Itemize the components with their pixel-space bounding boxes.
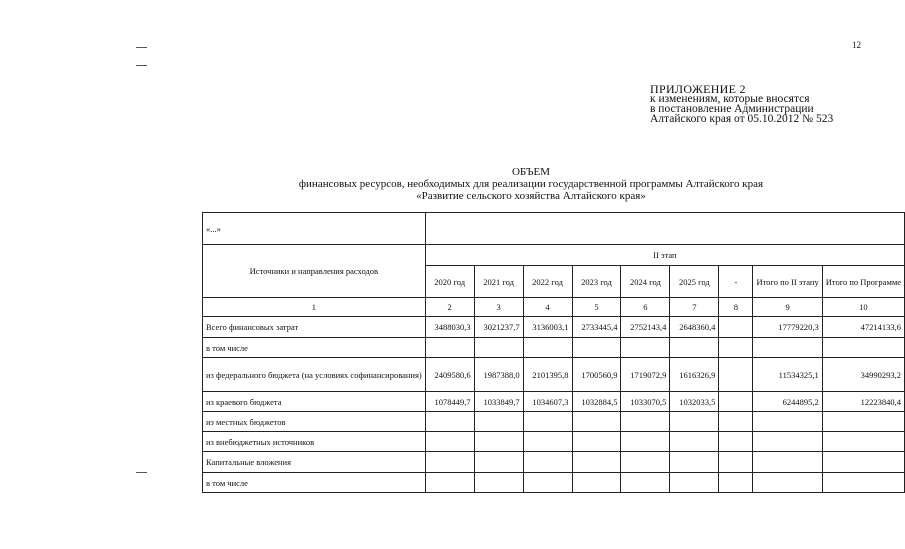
appendix-line: в постановление Администрации [650, 103, 814, 115]
value-cell [523, 338, 572, 358]
value-cell [621, 412, 670, 432]
value-cell [719, 317, 753, 338]
value-cell [621, 432, 670, 452]
value-cell: 1719072,9 [621, 358, 670, 392]
column-number: 7 [670, 298, 719, 317]
row-label: в том числе [203, 338, 426, 358]
value-cell [719, 392, 753, 412]
value-cell [753, 452, 822, 473]
column-header: 2024 год [621, 266, 670, 298]
column-header: 2021 год [474, 266, 523, 298]
value-cell [621, 338, 670, 358]
blank-header-cell [425, 213, 904, 245]
value-cell [719, 473, 753, 493]
value-cell: 1033070,5 [621, 392, 670, 412]
value-cell [719, 358, 753, 392]
appendix-line: Алтайского края от 05.10.2012 № 523 [650, 113, 834, 125]
row-label: Капитальные вложения [203, 452, 426, 473]
value-cell [670, 432, 719, 452]
value-cell [753, 338, 822, 358]
value-cell [621, 473, 670, 493]
value-cell [523, 452, 572, 473]
value-cell [572, 412, 621, 432]
value-cell: 3488030,3 [425, 317, 474, 338]
value-cell [670, 338, 719, 358]
column-number: 2 [425, 298, 474, 317]
column-number: 5 [572, 298, 621, 317]
value-cell: 1700560,9 [572, 358, 621, 392]
row-label: Всего финансовых затрат [203, 317, 426, 338]
value-cell [474, 473, 523, 493]
row-label: из федерального бюджета (на условиях софинансирования) [203, 358, 426, 392]
value-cell [719, 452, 753, 473]
value-cell [523, 473, 572, 493]
ellipsis-cell: «...» [203, 213, 426, 245]
table-row [203, 338, 905, 358]
value-cell: 3136003,1 [523, 317, 572, 338]
appendix-line: к изменениям, которые вносятся [650, 93, 810, 105]
value-cell: 12223840,4 [822, 392, 904, 412]
column-number: 10 [822, 298, 904, 317]
row-label: в том числе [203, 473, 426, 493]
value-cell [822, 473, 904, 493]
value-cell [425, 452, 474, 473]
column-number: 4 [523, 298, 572, 317]
value-cell [822, 432, 904, 452]
value-cell: 1032033,5 [670, 392, 719, 412]
value-cell [425, 432, 474, 452]
financing-table [202, 212, 905, 493]
value-cell: 2648360,4 [670, 317, 719, 338]
value-cell: 34990293,2 [822, 358, 904, 392]
margin-mark [136, 47, 147, 48]
table-row [203, 358, 905, 392]
page-number: 12 [852, 40, 861, 50]
column-header: 2023 год [572, 266, 621, 298]
table-row [203, 317, 905, 338]
source-header: Источники и направления расходов [203, 245, 426, 298]
value-cell: 1034607,3 [523, 392, 572, 412]
appendix-heading: ПРИЛОЖЕНИЕ 2 [650, 82, 746, 96]
value-cell: 6244895,2 [753, 392, 822, 412]
value-cell [670, 473, 719, 493]
column-header: Итого по II этапу [753, 266, 822, 298]
table-row [203, 452, 905, 473]
value-cell [753, 473, 822, 493]
value-cell [572, 432, 621, 452]
value-cell [753, 412, 822, 432]
value-cell [719, 432, 753, 452]
value-cell: 1987388,0 [474, 358, 523, 392]
column-number: 9 [753, 298, 822, 317]
value-cell [822, 412, 904, 432]
value-cell: 2733445,4 [572, 317, 621, 338]
value-cell: 1078449,7 [425, 392, 474, 412]
row-label: из местных бюджетов [203, 412, 426, 432]
value-cell [621, 452, 670, 473]
table-row [203, 473, 905, 493]
value-cell [670, 412, 719, 432]
stage-header: II этап [425, 245, 904, 266]
column-number: 8 [719, 298, 753, 317]
value-cell [474, 338, 523, 358]
column-number: 1 [203, 298, 426, 317]
value-cell: 2752143,4 [621, 317, 670, 338]
row-label: из краевого бюджета [203, 392, 426, 412]
column-header: Итого по Программе [822, 266, 904, 298]
value-cell: 2409580,6 [425, 358, 474, 392]
value-cell [822, 452, 904, 473]
column-header: - [719, 266, 753, 298]
value-cell [753, 432, 822, 452]
program-name: «Развитие сельского хозяйства Алтайского края» [416, 190, 646, 202]
value-cell [719, 412, 753, 432]
column-header: 2020 год [425, 266, 474, 298]
value-cell: 1032884,5 [572, 392, 621, 412]
value-cell [425, 338, 474, 358]
table-row [203, 432, 905, 452]
document-subtitle: финансовых ресурсов, необходимых для реализации государственной программы Алтайского края [298, 178, 764, 190]
margin-mark [136, 65, 147, 66]
table-row [203, 392, 905, 412]
value-cell [474, 412, 523, 432]
value-cell [425, 473, 474, 493]
row-label: из внебюджетных источников [203, 432, 426, 452]
value-cell [822, 338, 904, 358]
value-cell: 1033849,7 [474, 392, 523, 412]
value-cell [572, 338, 621, 358]
column-number: 6 [621, 298, 670, 317]
value-cell: 3021237,7 [474, 317, 523, 338]
value-cell: 11534325,1 [753, 358, 822, 392]
value-cell [572, 452, 621, 473]
value-cell [523, 432, 572, 452]
value-cell: 1616326,9 [670, 358, 719, 392]
value-cell [474, 432, 523, 452]
document-title: ОБЪЕМ [511, 166, 551, 178]
value-cell: 47214133,6 [822, 317, 904, 338]
appendix-block [650, 84, 833, 124]
value-cell [670, 452, 719, 473]
value-cell [425, 412, 474, 432]
value-cell [474, 452, 523, 473]
value-cell [719, 338, 753, 358]
value-cell [572, 473, 621, 493]
column-header: 2025 год [670, 266, 719, 298]
value-cell: 2101395,8 [523, 358, 572, 392]
column-header: 2022 год [523, 266, 572, 298]
margin-mark [136, 472, 147, 473]
column-number: 3 [474, 298, 523, 317]
value-cell: 17779220,3 [753, 317, 822, 338]
table-row [203, 412, 905, 432]
value-cell [523, 412, 572, 432]
